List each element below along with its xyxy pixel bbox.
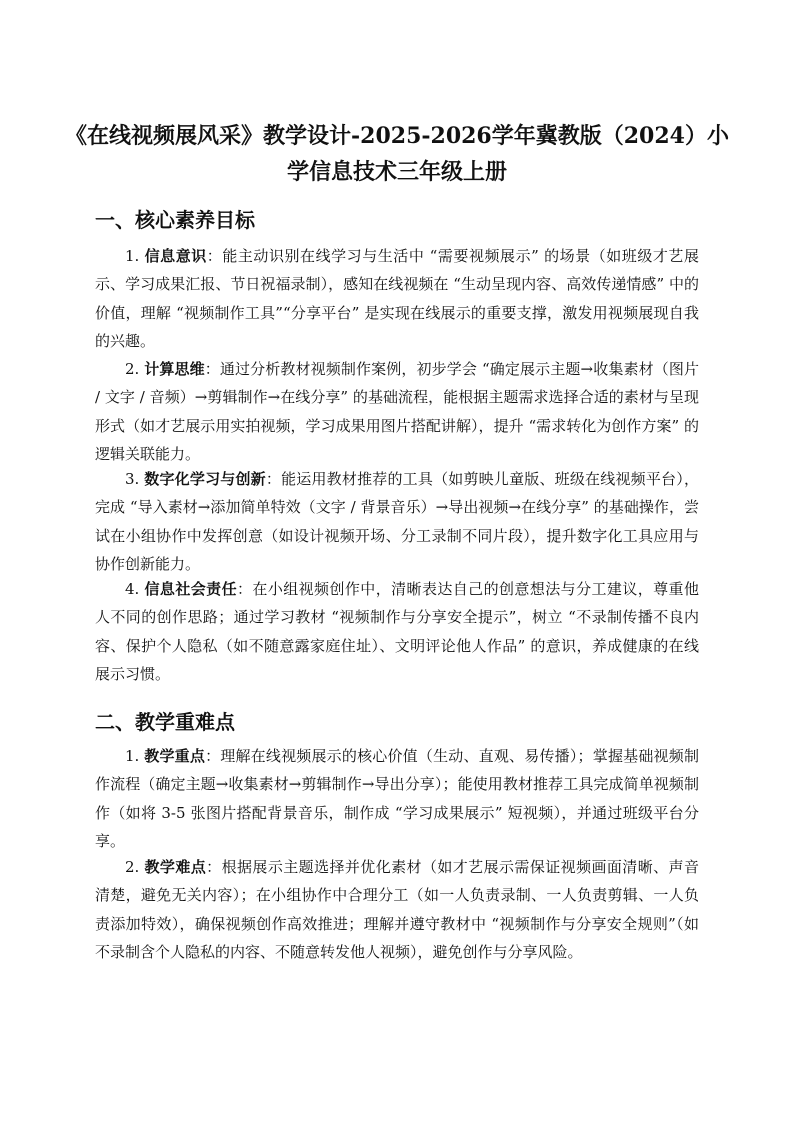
goal-item-4 [95, 575, 699, 689]
item-separator: ： [206, 858, 222, 876]
keypoint-item-2 [95, 853, 699, 967]
section-heading-key-points: 二、教学重难点 [95, 710, 235, 734]
item-number: 1. [125, 247, 140, 265]
item-number: 2. [125, 360, 140, 378]
item-body: 理解在线视频展示的核心价值（生动、直观、易传播）；掌握基础视频制作流程（确定主题→收集素材→剪辑制作→导出分享）；能使用教材推荐工具完成简单视频制作（如将 3-5 张图片搭配背景音乐，制作成 “学习成果展示” 短视频），并通过班级平台分享。 [95, 747, 699, 851]
item-separator: ： [206, 247, 223, 265]
item-lead: 信息意识 [144, 247, 207, 265]
item-number: 2. [125, 858, 140, 876]
item-body: 通过分析教材视频制作案例，初步学会 “确定展示主题→收集素材（图片 / 文字 / 音频）→剪辑制作→在线分享” 的基础流程，能根据主题需求选择合适的素材与呈现形式（如才艺展示用实拍视频，学习成果用图片搭配讲解），提升 “需求转化为创作方案” 的逻辑关联能力。 [95, 360, 699, 464]
goal-item-2 [95, 355, 699, 469]
item-separator: ： [236, 580, 253, 598]
goal-item-1 [95, 242, 699, 356]
item-lead: 教学重点 [144, 747, 206, 765]
item-body: 根据展示主题选择并优化素材（如才艺展示需保证视频画面清晰、声音清楚，避免无关内容）；在小组协作中合理分工（如一人负责录制、一人负责剪辑、一人负责添加特效），确保视频创作高效推进；理解并遵守教材中 “视频制作与分享安全规则”（如不录制含个人隐私的内容、不随意转发他人视频），避免创作与分享风险。 [95, 858, 699, 962]
item-number: 1. [125, 747, 140, 765]
item-lead: 数字化学习与创新 [144, 470, 266, 488]
item-body: 能运用教材推荐的工具（如剪映儿童版、班级在线视频平台），完成 “导入素材→添加简单特效（文字 / 背景音乐）→导出视频→在线分享” 的基础操作，尝试在小组协作中发挥创意（如设计视频开场、分工录制不同片段），提升数字化工具应用与协作创新能力。 [95, 470, 699, 574]
document-title: 《在线视频展风采》教学设计-2025-2026学年冀教版（2024）小学信息技术三年级上册 [65, 123, 729, 185]
item-body: 在小组视频创作中，清晰表达自己的创意想法与分工建议，尊重他人不同的创作思路；通过学习教材 “视频制作与分享安全提示”，树立 “不录制传播不良内容、保护个人隐私（如不随意露家庭住址）、文明评论他人作品” 的意识，养成健康的在线展示习惯。 [95, 580, 699, 684]
keypoint-item-1 [95, 742, 699, 856]
item-separator: ： [204, 360, 220, 378]
item-lead: 信息社会责任 [144, 580, 237, 598]
item-number: 3. [125, 470, 140, 488]
section-heading-core-goals: 一、核心素养目标 [95, 208, 255, 232]
item-separator: ： [265, 470, 282, 488]
item-lead: 计算思维 [144, 360, 205, 378]
item-lead: 教学难点 [144, 858, 207, 876]
item-body: 能主动识别在线学习与生活中 “需要视频展示” 的场景（如班级才艺展示、学习成果汇报、节日祝福录制），感知在线视频在 “生动呈现内容、高效传递情感” 中的价值，理解 “视频制作工具”“分享平台” 是实现在线展示的重要支撑，激发用视频展现自我的兴趣。 [95, 247, 699, 351]
item-separator: ： [205, 747, 221, 765]
goal-item-3 [95, 465, 699, 579]
item-number: 4. [125, 580, 140, 598]
